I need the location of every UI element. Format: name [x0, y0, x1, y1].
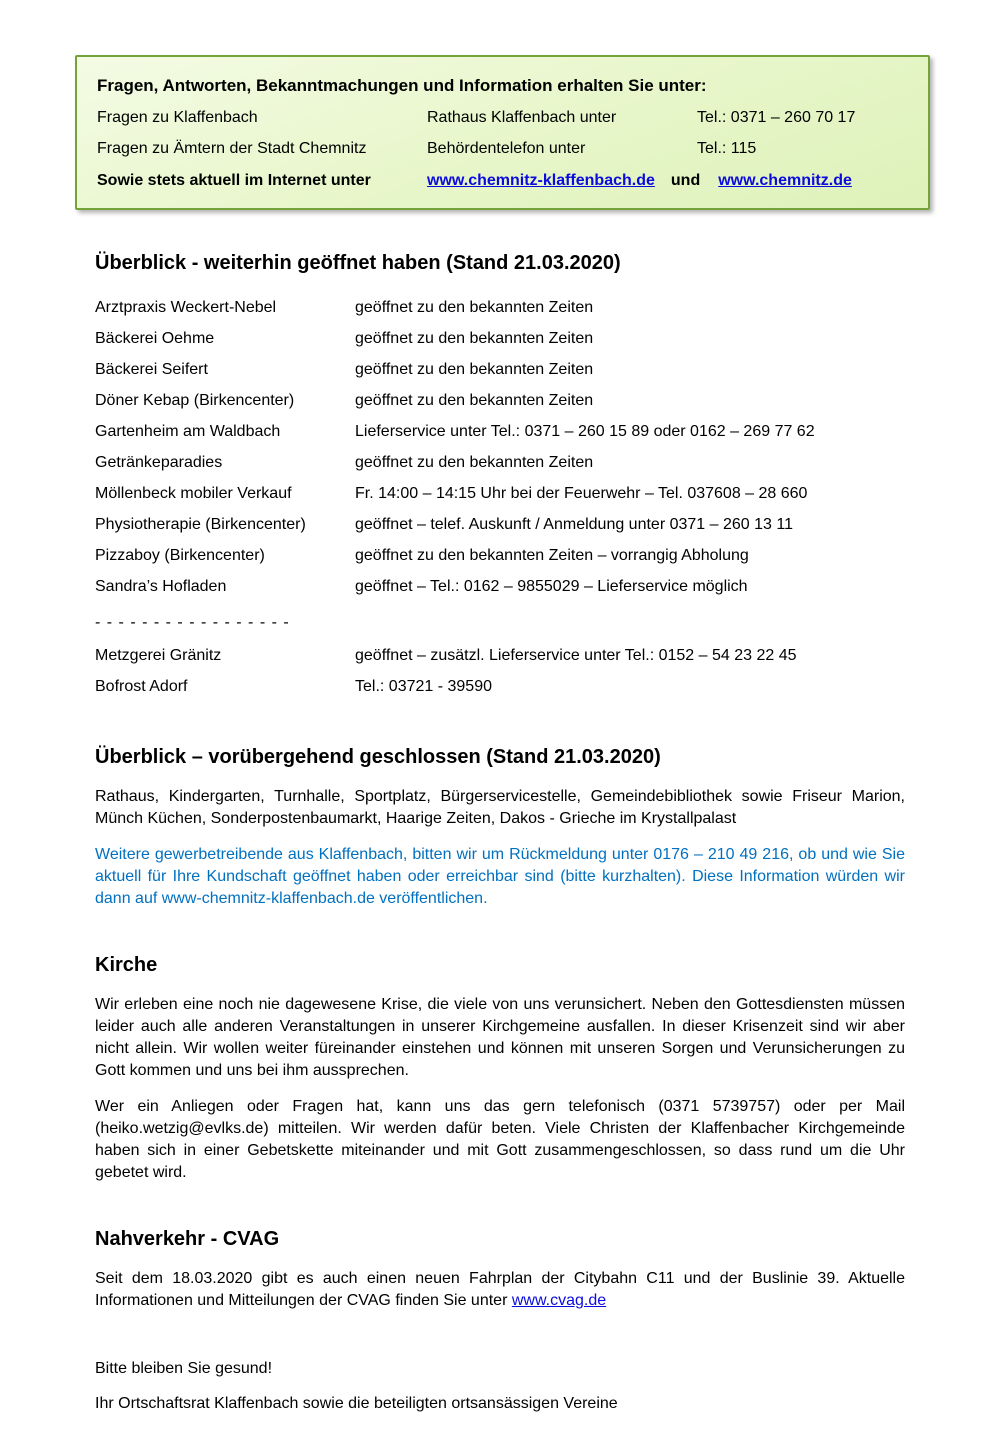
link-cvag[interactable]: www.cvag.de	[511, 1292, 607, 1309]
table-row	[95, 416, 905, 447]
table-row	[95, 571, 905, 602]
open-businesses-extra-table	[95, 640, 905, 702]
dashed-separator: - - - - - - - - - - - - - - - - -	[95, 614, 290, 631]
business-status: Lieferservice unter Tel.: 0371 – 260 15 89 oder 0162 – 269 77 62	[355, 423, 815, 440]
business-status: geöffnet zu den bekannten Zeiten	[355, 361, 594, 378]
business-status: geöffnet zu den bekannten Zeiten – vorrangig Abholung	[355, 547, 749, 564]
transport-text: Seit dem 18.03.2020 gibt es auch einen neuen Fahrplan der Citybahn C11 und der Buslinie 39. Aktuelle Informationen und Mitteilungen der CVAG finden Sie unter	[95, 1270, 905, 1309]
table-row	[95, 292, 905, 323]
church-paragraph-2: Wer ein Anliegen oder Fragen hat, kann uns das gern telefonisch (0371 5739757) oder per Mail (heiko.wetzig@evlks.de) mitteilen. Wir werden dafür beten. Viele Christen der Klaffenbacher Kirchgemeinde haben sich in einer Gebetskette miteinander und mit Gott zusammengeschlossen, so dass rund um die Uhr gebetet wird.	[95, 1098, 905, 1181]
open-businesses-table	[95, 292, 905, 602]
transport-paragraph	[95, 1268, 905, 1312]
business-status: geöffnet – Tel.: 0162 – 9855029 – Lieferservice möglich	[355, 578, 748, 595]
business-name: Getränkeparadies	[95, 454, 223, 471]
closed-section-heading: Überblick – vorübergehend geschlossen (Stand 21.03.2020)	[95, 746, 661, 768]
business-status: geöffnet zu den bekannten Zeiten	[355, 392, 594, 409]
business-name: Pizzaboy (Birkencenter)	[95, 547, 265, 564]
business-status: geöffnet zu den bekannten Zeiten	[355, 454, 594, 471]
business-name: Möllenbeck mobiler Verkauf	[95, 485, 292, 502]
business-status: geöffnet zu den bekannten Zeiten	[355, 299, 594, 316]
info-row-phone: Tel.: 115	[697, 140, 757, 157]
business-name: Gartenheim am Waldbach	[95, 423, 281, 440]
church-section-heading: Kirche	[95, 954, 158, 976]
feedback-notice-paragraph: Weitere gewerbetreibende aus Klaffenbach, bitten wir um Rückmeldung unter 0176 – 210 49 216, ob und wie Sie aktuell für Ihre Kundschaft geöffnet haben oder erreichbar sind (bitte kurzhalten). Diese Information würden wir dann auf www-chemnitz-klaffenbach.de veröffentlichen.	[95, 846, 905, 907]
info-box-footer	[97, 170, 908, 192]
und-label: und	[670, 172, 701, 189]
document-body	[95, 250, 905, 1415]
table-row	[95, 385, 905, 416]
business-name: Arztpraxis Weckert-Nebel	[95, 299, 277, 316]
info-row-place: Behördentelefon unter	[427, 140, 586, 157]
business-name: Metzgerei Gränitz	[95, 647, 222, 664]
business-status: Tel.: 03721 - 39590	[355, 678, 492, 695]
business-status: geöffnet – zusätzl. Lieferservice unter Tel.: 0152 – 54 23 22 45	[355, 647, 797, 664]
table-row	[95, 478, 905, 509]
business-name: Physiotherapie (Birkencenter)	[95, 516, 306, 533]
transport-section-heading: Nahverkehr - CVAG	[95, 1228, 280, 1250]
business-name: Bäckerei Oehme	[95, 330, 215, 347]
info-box-title: Fragen, Antworten, Bekanntmachungen und Information erhalten Sie unter:	[97, 76, 707, 95]
table-row	[95, 447, 905, 478]
business-name: Döner Kebap (Birkencenter)	[95, 392, 295, 409]
signature-line: Ihr Ortschaftsrat Klaffenbach sowie die beteiligten ortsansässigen Vereine	[95, 1395, 618, 1412]
link-chemnitz[interactable]: www.chemnitz.de	[718, 172, 852, 189]
info-box-row	[97, 138, 908, 160]
business-name: Bäckerei Seifert	[95, 361, 208, 378]
link-chemnitz-klaffenbach[interactable]: www.chemnitz-klaffenbach.de	[427, 172, 655, 189]
table-row	[95, 323, 905, 354]
info-box	[75, 55, 930, 210]
info-row-topic: Fragen zu Klaffenbach	[97, 109, 258, 126]
business-status: geöffnet zu den bekannten Zeiten	[355, 330, 594, 347]
business-name: Sandra’s Hofladen	[95, 578, 227, 595]
internet-prefix-label: Sowie stets aktuell im Internet unter	[97, 172, 371, 189]
info-row-topic: Fragen zu Ämtern der Stadt Chemnitz	[97, 140, 367, 157]
table-row	[95, 354, 905, 385]
business-status: Fr. 14:00 – 14:15 Uhr bei der Feuerwehr – Tel. 037608 – 28 660	[355, 485, 808, 502]
info-box-row	[97, 107, 908, 129]
open-section-heading: Überblick - weiterhin geöffnet haben (Stand 21.03.2020)	[95, 252, 621, 274]
table-row	[95, 640, 905, 671]
table-row	[95, 671, 905, 702]
business-name: Bofrost Adorf	[95, 678, 188, 695]
info-row-phone: Tel.: 0371 – 260 70 17	[697, 109, 856, 126]
church-paragraph-1: Wir erleben eine noch nie dagewesene Krise, die viele von uns verunsichert. Neben den Gottesdiensten müssen leider auch alle anderen Veranstaltungen in unserer Kirchgemeine ausfallen. In dieser Krisenzeit sind wir aber nicht allein. Wir wollen weiter füreinander einstehen und können mit unseren Sorgen und Verunsicherungen zu Gott kommen und uns bei ihm aussprechen.	[95, 996, 905, 1079]
info-row-place: Rathaus Klaffenbach unter	[427, 109, 617, 126]
table-row	[95, 540, 905, 571]
business-status: geöffnet – telef. Auskunft / Anmeldung unter 0371 – 260 13 11	[355, 516, 793, 533]
table-row	[95, 509, 905, 540]
stay-healthy-line: Bitte bleiben Sie gesund!	[95, 1360, 273, 1377]
closed-list-paragraph: Rathaus, Kindergarten, Turnhalle, Sportplatz, Bürgerservicestelle, Gemeindebibliothek sowie Friseur Marion, Münch Küchen, Sonderpostenbaumarkt, Haarige Zeiten, Dakos - Grieche im Krystallpalast	[95, 788, 905, 827]
